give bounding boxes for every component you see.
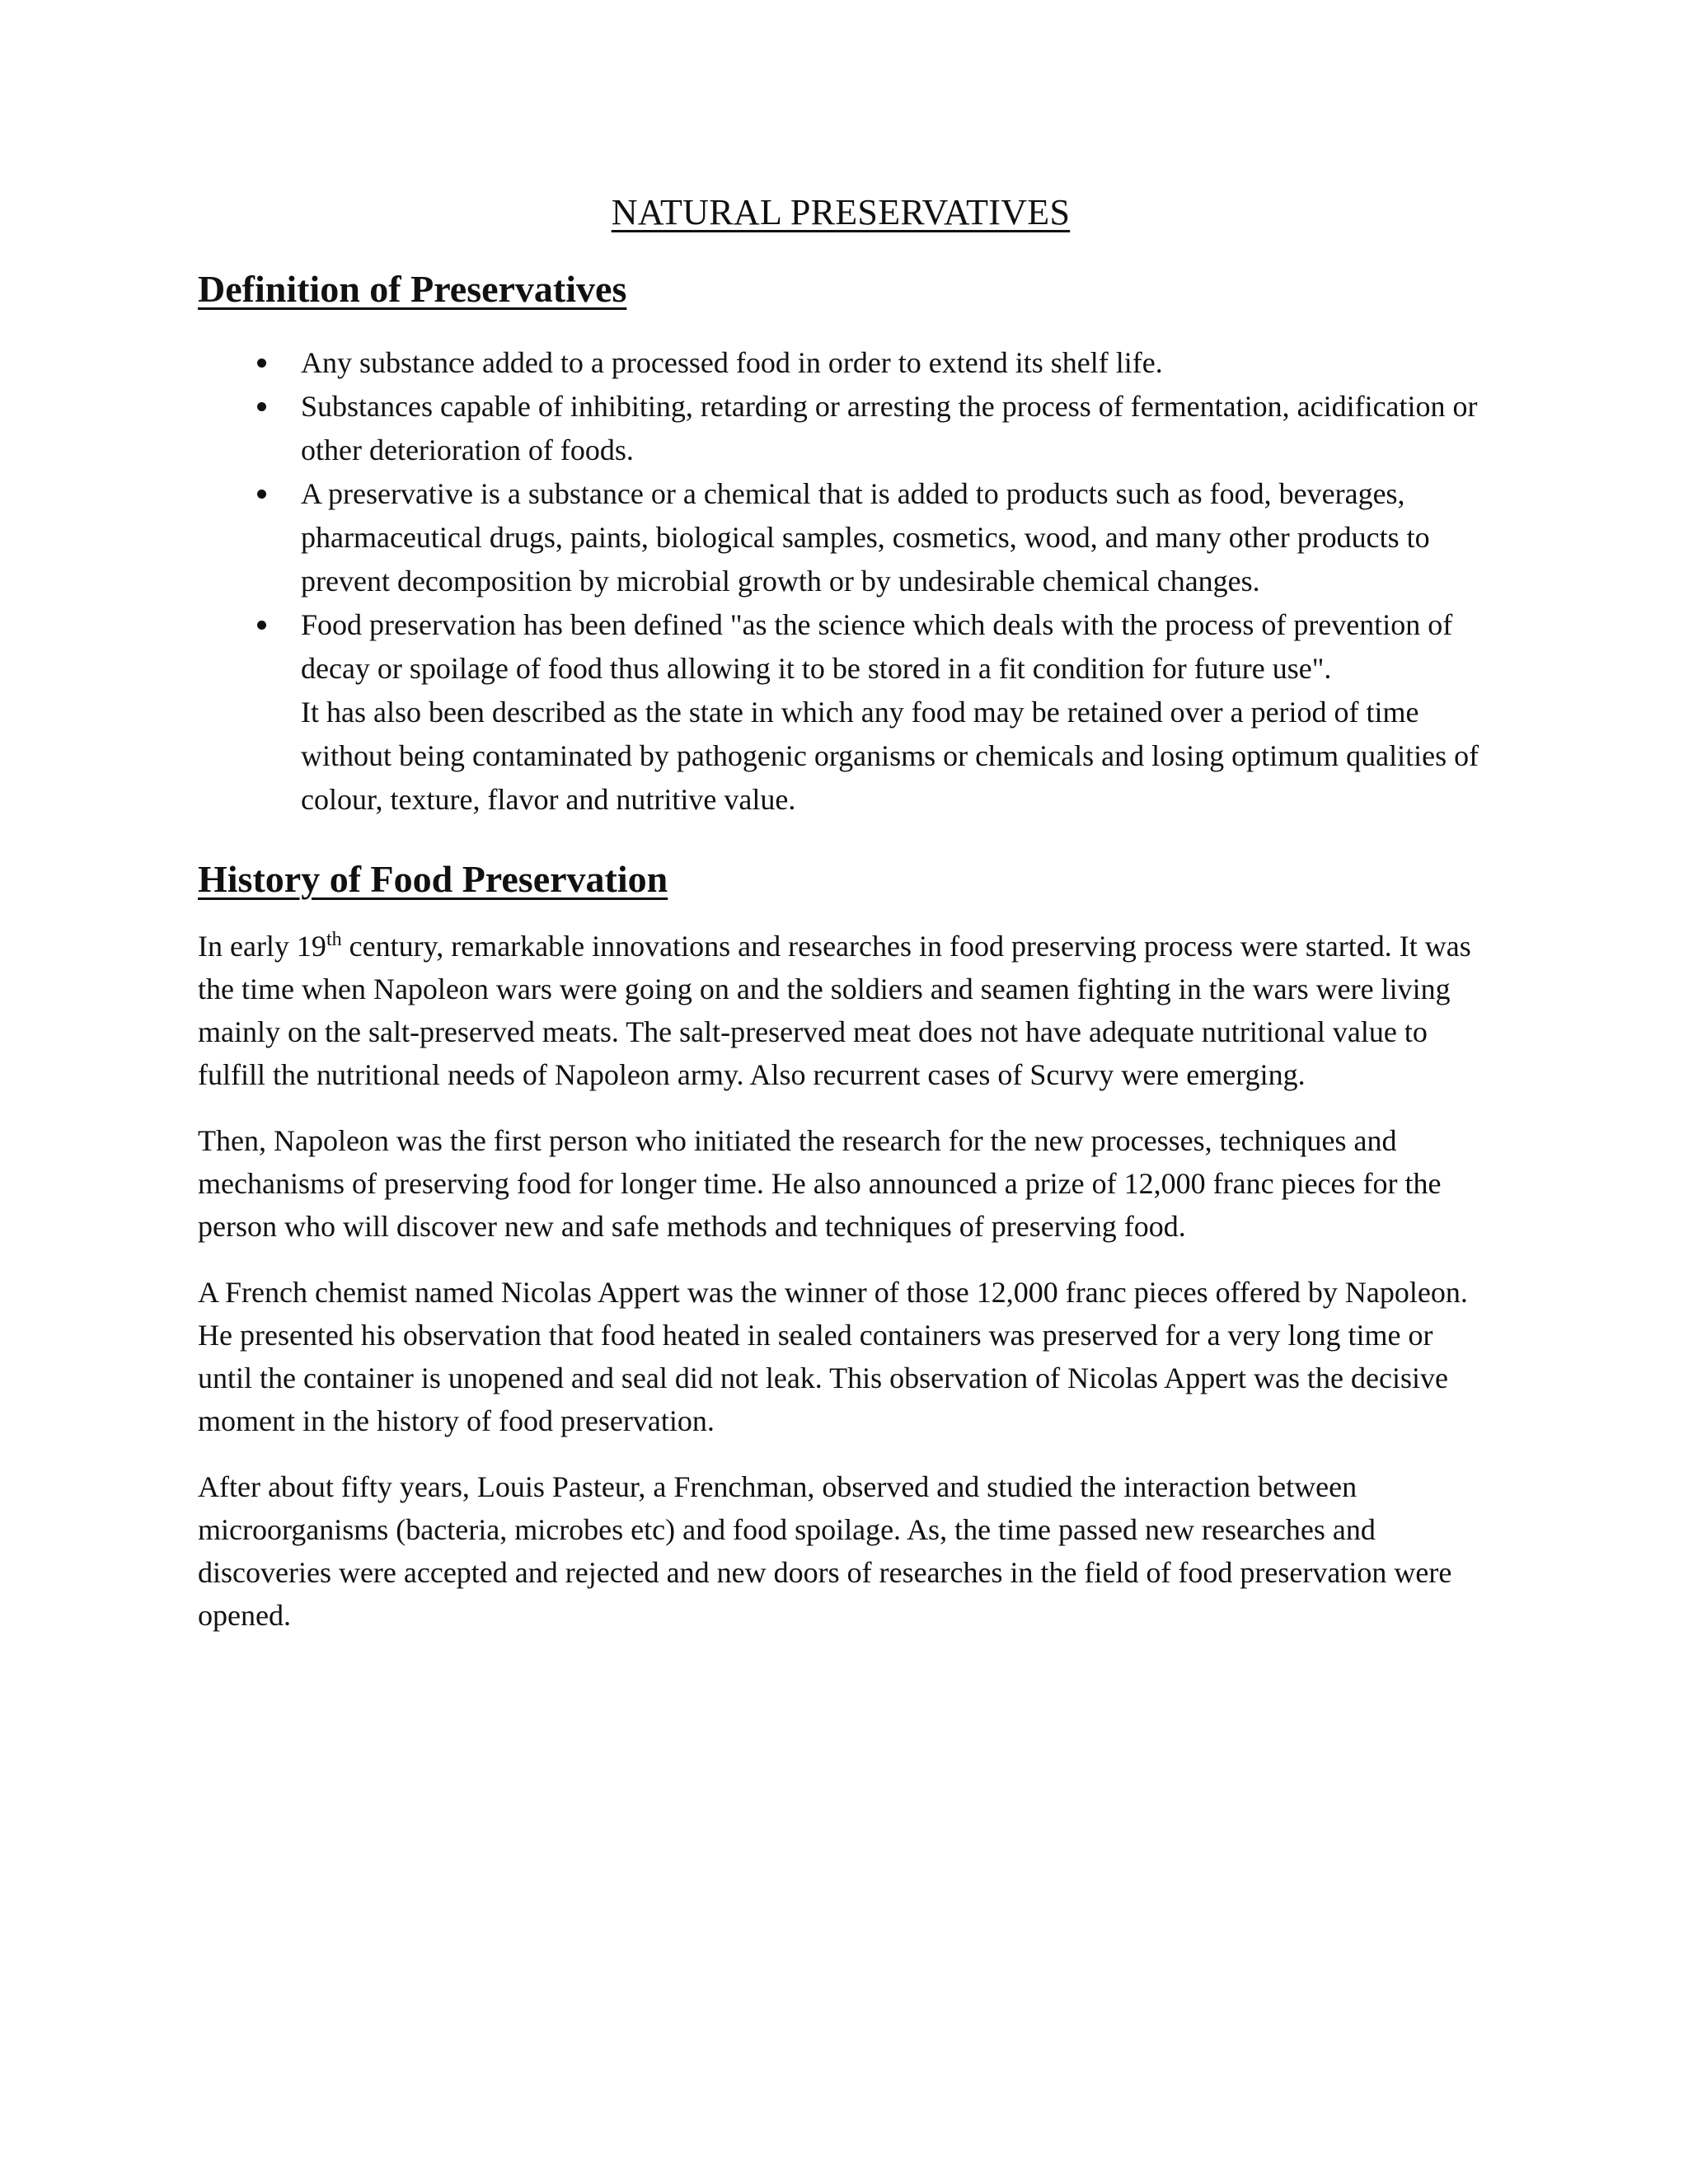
definition-bullet-list — [198, 341, 1484, 822]
bullet-icon — [257, 490, 266, 499]
superscript-text: th — [326, 929, 342, 951]
list-item — [198, 341, 1484, 385]
list-item — [198, 472, 1484, 603]
definition-heading: Definition of Preservatives — [198, 267, 627, 310]
bullet-text: Food preservation has been defined "as the science which deals with the process of prevention of decay or spoilage of food thus allowing it to be stored in a fit condition for future use". — [301, 607, 1453, 685]
history-heading: History of Food Preservation — [198, 857, 668, 900]
list-item — [198, 603, 1484, 822]
paragraph-text: In early 19 — [198, 930, 326, 963]
bullet-icon — [257, 621, 266, 630]
history-paragraph: After about fifty years, Louis Pasteur, a Frenchman, observed and studied the interaction between microorganisms (bacteria, microbes etc) and food spoilage. As, the time passed new researches and discoveries were accepted and rejected and new doors of researches in the field of food preservation were opened. — [198, 1470, 1452, 1633]
bullet-text: A preservative is a substance or a chemical that is added to products such as food, beverages, pharmaceutical drugs, paints, biological samples, cosmetics, wood, and many other products to prevent decomposition by microbial growth or by undesirable chemical changes. — [301, 476, 1430, 598]
paragraph-text: century, remarkable innovations and researches in food preserving process were started. It was the time when Napoleon wars were going on and the soldiers and seamen fighting in the wars were living mainly on the salt-preserved meats. The salt-preserved meat does not have adequate nutritional value to fulfill the nutritional needs of Napoleon army. Also recurrent cases of Scurvy were emerging. — [198, 930, 1471, 1092]
document-title: NATURAL PRESERVATIVES — [611, 192, 1071, 232]
history-paragraph: A French chemist named Nicolas Appert was the winner of those 12,000 franc pieces offered by Napoleon. He presented his observation that food heated in sealed containers was preserved for a very long time or until the container is unopened and seal did not leak. This observation of Nicolas Appert was the decisive moment in the history of food preservation. — [198, 1276, 1468, 1438]
bullet-icon — [257, 359, 266, 368]
list-item — [198, 385, 1484, 472]
history-paragraph — [198, 925, 1484, 1096]
bullet-text: Any substance added to a processed food in order to extend its shelf life. — [301, 345, 1163, 379]
history-paragraph: Then, Napoleon was the first person who initiated the research for the new processes, techniques and mechanisms of preserving food for longer time. He also announced a prize of 12,000 franc pieces for the person who will discover new and safe methods and techniques of preserving food. — [198, 1124, 1442, 1244]
bullet-continuation-text: It has also been described as the state in which any food may be retained over a period of time without being contaminated by pathogenic organisms or chemicals and losing optimum qualities of colour, texture, flavor and nutritive value. — [301, 695, 1479, 816]
bullet-text: Substances capable of inhibiting, retarding or arresting the process of fermentation, acidification or other deterioration of foods. — [301, 389, 1478, 466]
document-body — [198, 191, 1484, 1637]
bullet-icon — [257, 402, 266, 411]
